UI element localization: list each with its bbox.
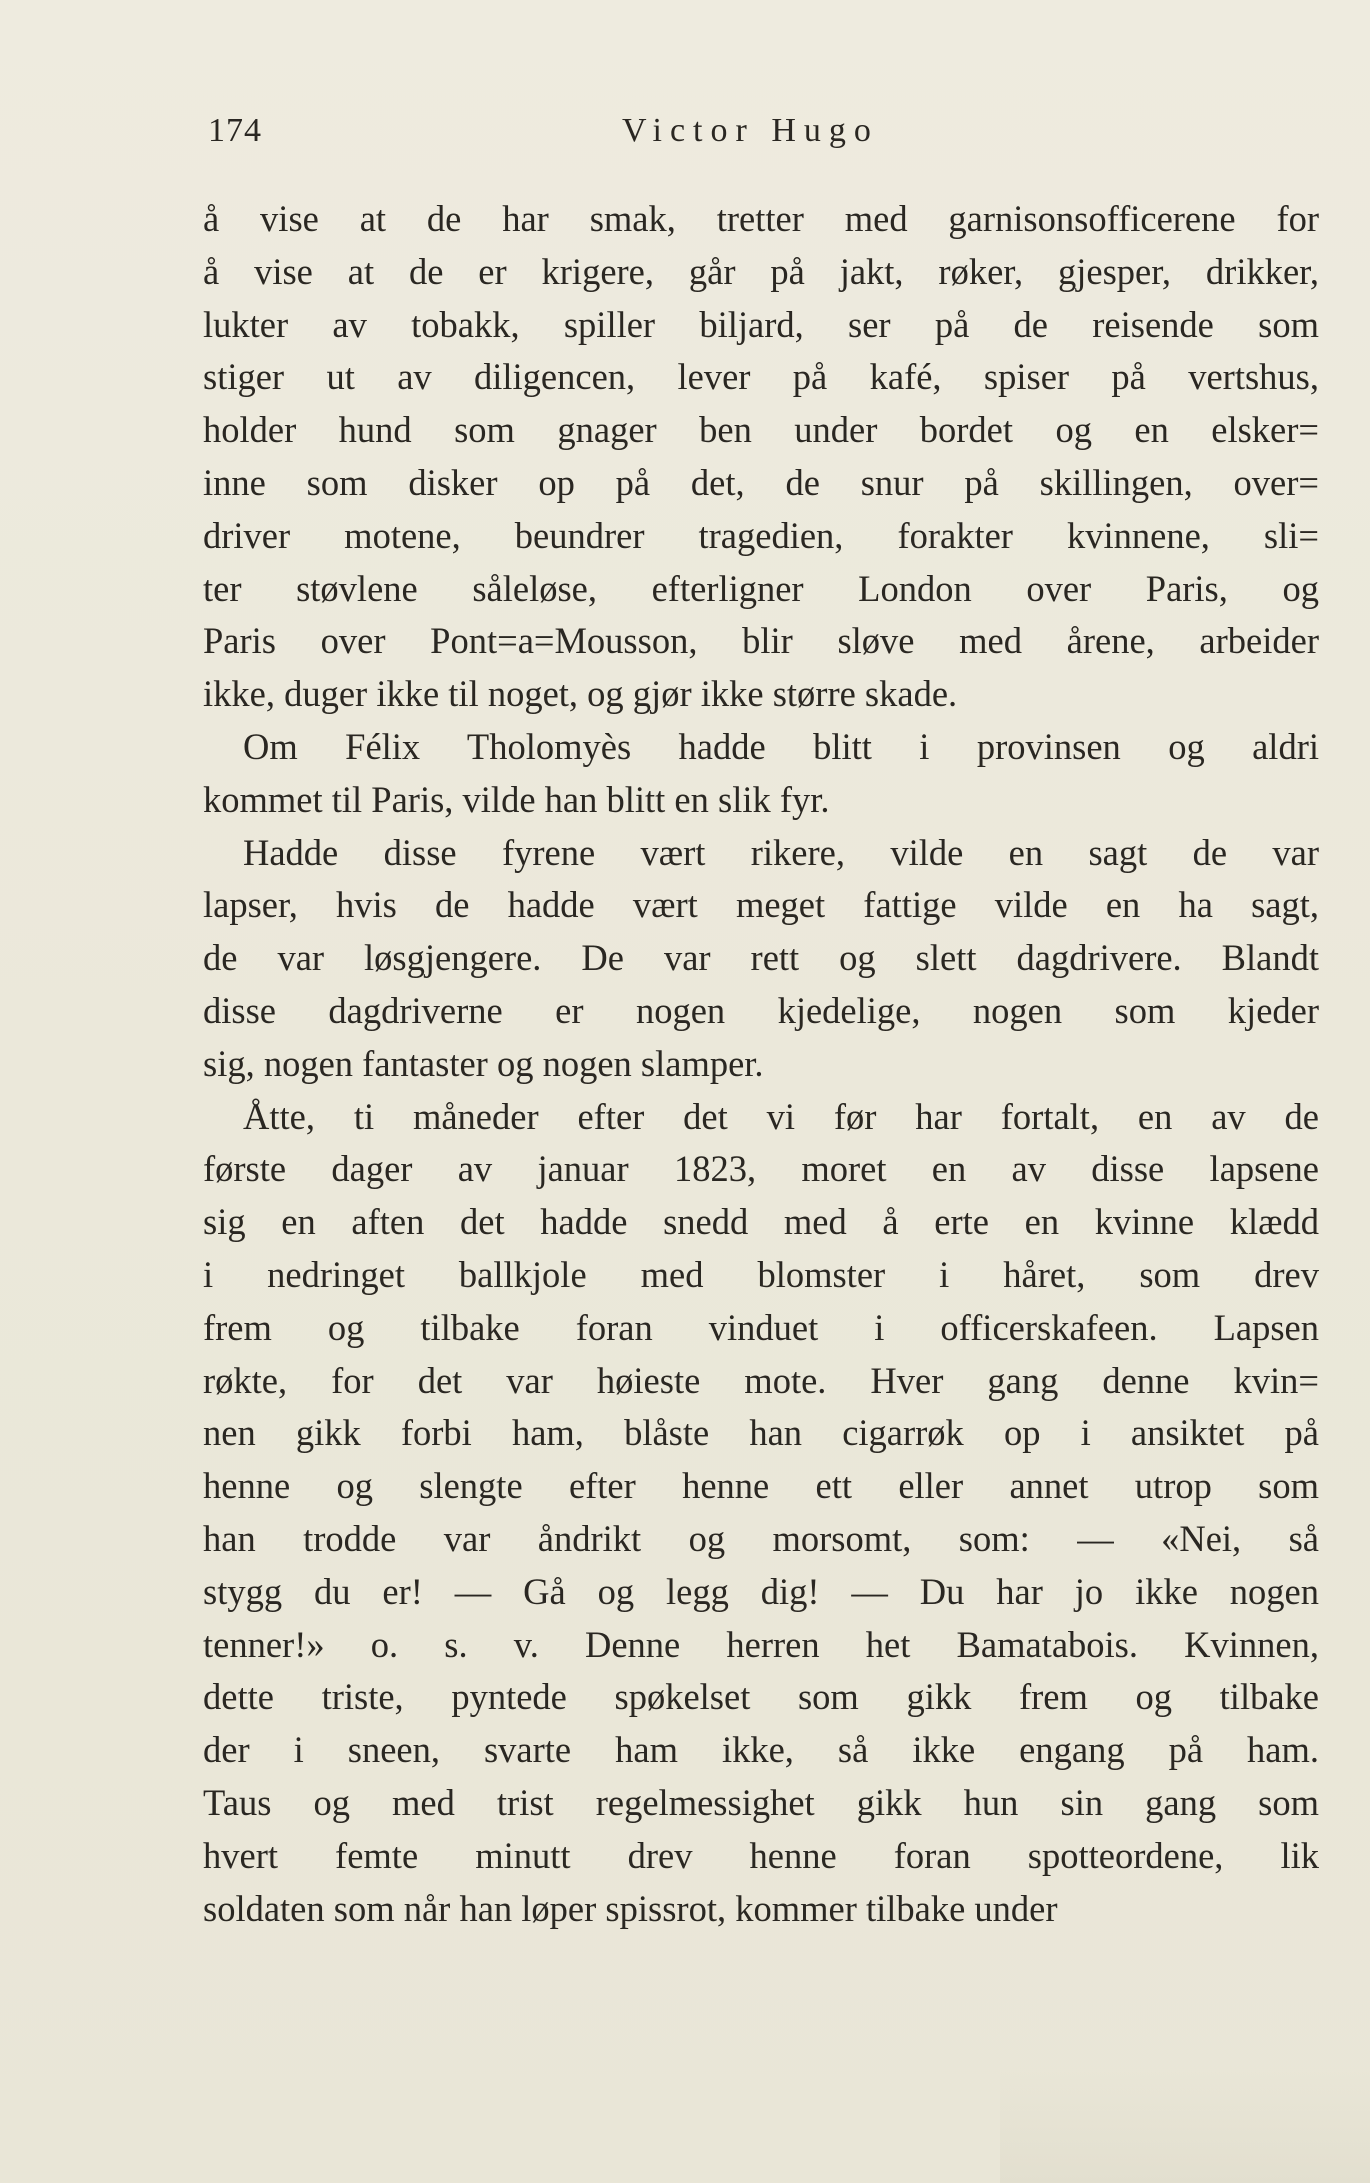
text-line: stygg du er! — Gå og legg dig! — Du har jo ikke nogen — [203, 1570, 1319, 1612]
page-number: 174 — [208, 112, 262, 149]
text-line: i nedringet ballkjole med blomster i håret, som drev — [203, 1253, 1319, 1295]
text-line: Paris over Pont=a=Mousson, blir sløve med årene, arbeider — [203, 620, 1319, 662]
text-line: driver motene, beundrer tragedien, forakter kvinnene, sli= — [203, 514, 1319, 556]
text-line: inne som disker op på det, de snur på skillingen, over= — [203, 461, 1319, 503]
text-line: disse dagdriverne er nogen kjedelige, nogen som kjeder — [203, 989, 1319, 1031]
body-text — [203, 193, 1319, 1935]
paragraph — [203, 827, 1319, 1091]
text-line: kommet til Paris, vilde han blitt en slik fyr. — [203, 778, 830, 820]
text-line: å vise at de er krigere, går på jakt, røker, gjesper, drikker, — [203, 250, 1319, 292]
text-line: røkte, for det var høieste mote. Hver gang denne kvin= — [203, 1359, 1319, 1401]
text-line: ter støvlene såleløse, efterligner London over Paris, og — [203, 567, 1319, 609]
page-header — [208, 112, 1308, 162]
text-line: henne og slengte efter henne ett eller annet utrop som — [203, 1465, 1319, 1507]
text-line: lukter av tobakk, spiller biljard, ser på de reisende som — [203, 303, 1319, 345]
text-line: sig en aften det hadde snedd med å erte en kvinne klædd — [203, 1201, 1319, 1243]
text-line: nen gikk forbi ham, blåste han cigarrøk op i ansiktet på — [203, 1412, 1319, 1454]
text-line: hvert femte minutt drev henne foran spotteordene, lik — [203, 1834, 1319, 1876]
text-line: første dager av januar 1823, moret en av disse lapsene — [203, 1148, 1319, 1190]
text-line: stiger ut av diligencen, lever på kafé, spiser på vertshus, — [203, 356, 1319, 398]
paragraph — [203, 721, 1319, 827]
text-line: der i sneen, svarte ham ikke, så ikke engang på ham. — [203, 1729, 1319, 1771]
paper-stain — [1000, 2063, 1370, 2183]
text-line: lapser, hvis de hadde vært meget fattige vilde en ha sagt, — [203, 884, 1319, 926]
paragraph — [203, 193, 1319, 721]
text-line: Taus og med trist regelmessighet gikk hun sin gang som — [203, 1781, 1319, 1823]
text-line: Hadde disse fyrene vært rikere, vilde en sagt de var — [243, 831, 1319, 873]
text-line: holder hund som gnager ben under bordet og en elsker= — [203, 409, 1319, 451]
text-line: de var løsgjengere. De var rett og slett dagdrivere. Blandt — [203, 937, 1319, 979]
paragraph — [203, 1091, 1319, 1936]
text-line: frem og tilbake foran vinduet i officerskafeen. Lapsen — [203, 1306, 1319, 1348]
text-line: sig, nogen fantaster og nogen slamper. — [203, 1042, 764, 1084]
text-line: dette triste, pyntede spøkelset som gikk frem og tilbake — [203, 1676, 1319, 1718]
text-line: ikke, duger ikke til noget, og gjør ikke større skade. — [203, 673, 958, 715]
text-line: soldaten som når han løper spissrot, kommer tilbake under — [203, 1887, 1058, 1929]
text-line: Åtte, ti måneder efter det vi før har fortalt, en av de — [243, 1095, 1319, 1137]
text-line: tenner!» o. s. v. Denne herren het Bamatabois. Kvinnen, — [203, 1623, 1319, 1665]
text-line: å vise at de har smak, tretter med garnisonsofficerene for — [203, 198, 1319, 239]
text-line: han trodde var åndrikt og morsomt, som: — «Nei, så — [203, 1517, 1319, 1559]
text-line: Om Félix Tholomyès hadde blitt i provinsen og aldri — [243, 725, 1319, 767]
running-title: Victor Hugo — [622, 112, 879, 149]
